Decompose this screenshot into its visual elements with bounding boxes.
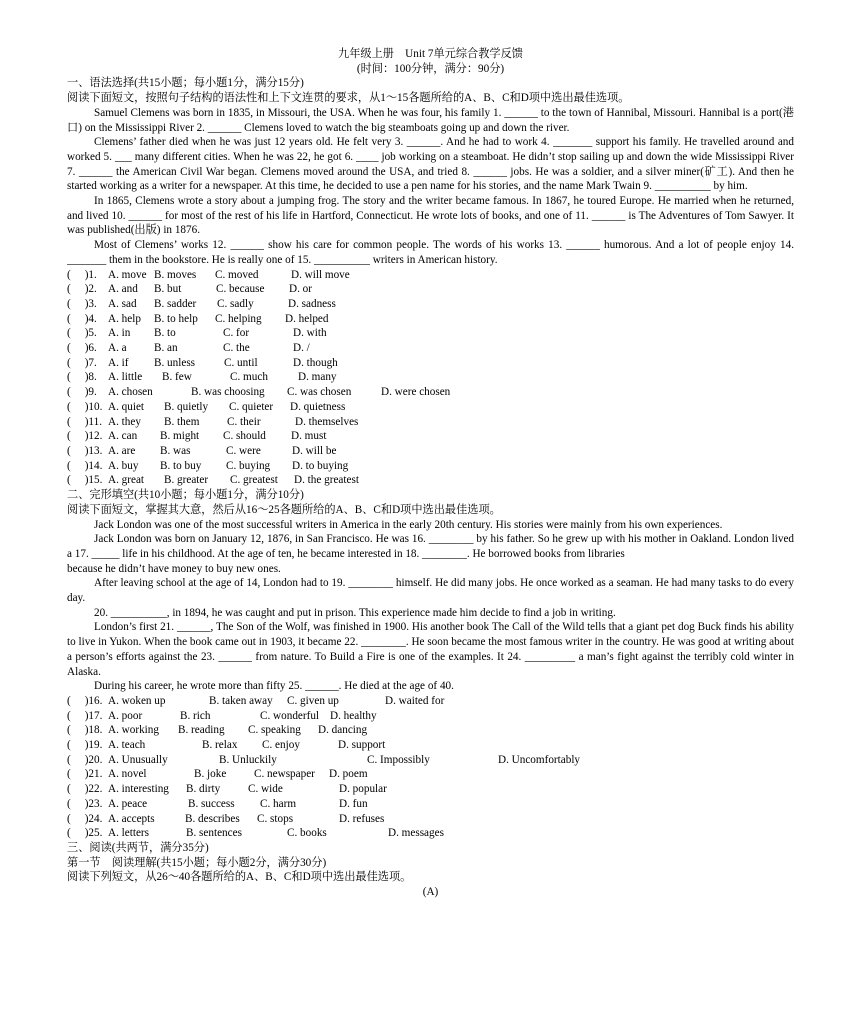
option-d: D. fun xyxy=(339,797,368,810)
question-number: ( )4. xyxy=(67,312,97,325)
option-row-24 xyxy=(67,812,794,827)
option-b: B. was xyxy=(160,444,191,457)
option-c: C. until xyxy=(224,356,258,369)
option-d: D. will be xyxy=(292,444,337,457)
option-a: A. and xyxy=(108,283,138,296)
option-c: C. harm xyxy=(260,797,297,810)
section2-instruction: 阅读下面短文，掌握其大意，然后从16～25各题所给的A、B、C和D项中选出最佳选项。 xyxy=(67,503,501,516)
option-c: C. for xyxy=(223,327,250,340)
question-number: ( )25. xyxy=(67,827,103,840)
option-b: B. joke xyxy=(194,768,227,781)
section2-paragraph-3: After leaving school at the age of 14, London had to 19. ________ himself. He did many jobs. He once worked as a seaman. He had many tasks to do every day. xyxy=(67,577,794,605)
question-number: ( )19. xyxy=(67,739,103,752)
option-row-8 xyxy=(67,370,794,385)
question-number: ( )23. xyxy=(67,797,103,810)
question-number: ( )1. xyxy=(67,268,97,281)
option-d: D. must xyxy=(291,430,327,443)
question-number: ( )15. xyxy=(67,474,103,487)
option-c: C. was chosen xyxy=(287,386,352,399)
option-d: D. were chosen xyxy=(381,386,451,399)
option-b: B. an xyxy=(154,342,178,355)
option-b: B. but xyxy=(154,283,182,296)
option-row-25 xyxy=(67,826,794,841)
option-d: D. the greatest xyxy=(294,474,359,487)
document-title: 九年级上册 Unit 7单元综合教学反馈 xyxy=(338,48,523,60)
option-row-19 xyxy=(67,738,794,753)
option-row-7 xyxy=(67,356,794,371)
option-a: A. woken up xyxy=(108,694,166,707)
option-d: D. will move xyxy=(291,268,350,281)
option-a: A. are xyxy=(108,444,136,457)
option-row-14 xyxy=(67,459,794,474)
option-a: A. working xyxy=(108,724,159,737)
option-d: D. helped xyxy=(285,312,329,325)
question-number: ( )5. xyxy=(67,327,97,340)
option-d: D. with xyxy=(293,327,327,340)
question-number: ( )6. xyxy=(67,342,97,355)
section1-paragraph-1: Samuel Clemens was born in 1835, in Missouri, the USA. When he was four, his family 1. ______ to the town of Hannibal, Missouri. Hannibal is a port(港口) on the Mississippi River 2. ______ Clemens loved to watch the big steamboats going up and down the river. xyxy=(67,106,794,134)
option-d: D. waited for xyxy=(385,694,445,707)
option-row-4 xyxy=(67,312,794,327)
option-c: C. much xyxy=(230,371,268,384)
question-number: ( )22. xyxy=(67,783,103,796)
section1-paragraph-2: Clemens’ father died when he was just 12 years old. He felt very 3. ______. And he had to work 4. _______ support his family. He travelled around and worked 5. ___ many different cities. When he was 22, he got 6. ____ job working on a steamboat. He didn’t stop sailing up and down the wide Mississippi River 7. ______ the American Civil War began. Clemens moved around the USA, and tried 8. ______ jobs. He was a soldier, and a silver miner(矿工). And then he started working as a writer for a newspaper. At this time, he decided to use a pen name for his stories, and the name Mark Twain 9. __________ by him. xyxy=(67,136,794,193)
question-number: ( )9. xyxy=(67,386,97,399)
section2-paragraph-1: Jack London was one of the most successful writers in America in the early 20th century. His stories were mainly from his own experiences. xyxy=(94,518,723,531)
question-number: ( )10. xyxy=(67,400,103,413)
option-row-17 xyxy=(67,709,794,724)
option-d: D. healthy xyxy=(330,709,377,722)
option-d: D. many xyxy=(298,371,337,384)
option-d: D. support xyxy=(338,739,386,752)
option-c: C. helping xyxy=(215,312,262,325)
option-a: A. can xyxy=(108,430,138,443)
option-row-2 xyxy=(67,282,794,297)
option-b: B. to buy xyxy=(160,459,202,472)
option-b: B. unless xyxy=(154,356,196,369)
section2-paragraph-6: During his career, he wrote more than fifty 25. ______. He died at the age of 40. xyxy=(94,680,454,693)
option-d: D. / xyxy=(293,342,310,355)
option-d: D. though xyxy=(293,356,338,369)
option-b: B. them xyxy=(164,415,200,428)
section2-paragraph-5: London’s first 21. ______, The Son of the Wolf, was finished in 1900. His another book The Call of the Wild tells that a giant pet dog Buck finds his ability to live in Yukon. When the book came out in 1903, it became 22. ________. He soon became the most famous writer in the country. He was good at writing about a person’s efforts against the 23. ______ from nature. To Build a Fire is one of the examples. It 24. _________ a man’s fight against the terribly cold winter in Alaska. xyxy=(67,621,794,678)
question-number: ( )13. xyxy=(67,444,103,457)
option-a: A. if xyxy=(108,356,129,369)
option-a: A. buy xyxy=(108,459,139,472)
option-b: B. quietly xyxy=(164,400,209,413)
option-a: A. letters xyxy=(108,827,150,840)
option-a: A. move xyxy=(108,268,147,281)
option-c: C. newspaper xyxy=(254,768,315,781)
option-a: A. great xyxy=(108,474,145,487)
option-c: C. the xyxy=(223,342,250,355)
option-d: D. sadness xyxy=(288,297,336,310)
option-row-9 xyxy=(67,385,794,400)
option-a: A. accepts xyxy=(108,812,155,825)
section3-heading: 三、阅读(共两节，满分35分) xyxy=(67,841,209,854)
option-row-12 xyxy=(67,429,794,444)
option-b: B. relax xyxy=(202,739,238,752)
option-a: A. little xyxy=(108,371,143,384)
option-b: B. moves xyxy=(154,268,197,281)
option-c: C. speaking xyxy=(248,724,301,737)
option-row-15 xyxy=(67,473,794,488)
option-c: C. moved xyxy=(215,268,259,281)
option-c: C. wonderful xyxy=(260,709,320,722)
option-c: C. Impossibly xyxy=(367,753,430,766)
option-row-10 xyxy=(67,400,794,415)
section1-heading: 一、语法选择(共15小题；每小题1分，满分15分) xyxy=(67,77,304,90)
option-row-1 xyxy=(67,268,794,283)
option-c: C. books xyxy=(287,827,327,840)
option-b: B. reading xyxy=(178,724,225,737)
section1-paragraph-3: In 1865, Clemens wrote a story about a jumping frog. The story and the writer became famous. In 1867, he toured Europe. He married when he returned, and lived 10. ______ for most of the rest of his life in Hartford, Connecticut. He wrote lots of books, and one of 11. ______ is The Adventures of Tom Sawyer. It was published(出版) in 1876. xyxy=(67,195,794,237)
option-row-3 xyxy=(67,297,794,312)
question-number: ( )2. xyxy=(67,283,97,296)
option-a: A. interesting xyxy=(108,783,169,796)
option-c: C. because xyxy=(216,283,265,296)
question-number: ( )20. xyxy=(67,753,103,766)
option-a: A. teach xyxy=(108,739,146,752)
option-b: B. greater xyxy=(164,474,209,487)
section2-paragraph-2: Jack London was born on January 12, 1876, in San Francisco. He was 16. ________ by his father. So he grew up with his mother in Oakland. London lived a 17. _____ life in his childhood. At the age of ten, he became interested in 18. ________. He borrowed books from libraries xyxy=(67,533,794,560)
option-a: A. chosen xyxy=(108,386,153,399)
option-d: D. or xyxy=(289,283,312,296)
option-a: A. Unusually xyxy=(108,753,168,766)
option-a: A. help xyxy=(108,312,141,325)
option-c: C. buying xyxy=(226,459,271,472)
option-b: B. to xyxy=(154,327,176,340)
option-row-5 xyxy=(67,326,794,341)
option-d: D. poem xyxy=(329,768,368,781)
option-b: B. success xyxy=(188,797,235,810)
document-page xyxy=(67,47,794,900)
option-c: C. given up xyxy=(287,694,339,707)
option-c: C. should xyxy=(223,430,266,443)
option-b: B. few xyxy=(162,371,192,384)
section2-paragraph-2-continued: because he didn’t have money to buy new ones. xyxy=(67,562,281,575)
option-d: D. to buying xyxy=(292,459,349,472)
passage-label: (A) xyxy=(422,886,439,899)
option-b: B. taken away xyxy=(209,694,273,707)
section2-heading: 二、完形填空(共10小题；每小题1分，满分10分) xyxy=(67,489,304,502)
option-b: B. rich xyxy=(180,709,211,722)
section1-instruction: 阅读下面短文，按照句子结构的语法性和上下文连贯的要求，从1～15各题所给的A、B、C和D项中选出最佳选项。 xyxy=(67,92,630,105)
option-a: A. in xyxy=(108,327,131,340)
question-number: ( )8. xyxy=(67,371,97,384)
option-c: C. greatest xyxy=(230,474,278,487)
option-d: D. dancing xyxy=(318,724,368,737)
option-a: A. poor xyxy=(108,709,143,722)
question-number: ( )21. xyxy=(67,768,103,781)
section2-options xyxy=(67,694,794,841)
question-number: ( )11. xyxy=(67,415,103,428)
option-a: A. peace xyxy=(108,797,148,810)
option-b: B. dirty xyxy=(186,783,221,796)
option-b: B. to help xyxy=(154,312,198,325)
question-number: ( )14. xyxy=(67,459,103,472)
option-b: B. sentences xyxy=(186,827,242,840)
section3-instruction: 阅读下列短文，从26～40各题所给的A、B、C和D项中选出最佳选项。 xyxy=(67,871,412,884)
option-a: A. quiet xyxy=(108,400,145,413)
question-number: ( )18. xyxy=(67,724,103,737)
option-row-6 xyxy=(67,341,794,356)
option-c: C. were xyxy=(226,444,261,457)
question-number: ( )24. xyxy=(67,812,103,825)
option-d: D. themselves xyxy=(295,415,359,428)
section1-options xyxy=(67,268,794,489)
option-c: C. their xyxy=(227,415,261,428)
option-b: B. might xyxy=(160,430,200,443)
option-b: B. sadder xyxy=(154,297,197,310)
option-a: A. sad xyxy=(108,297,137,310)
section1-paragraph-4: Most of Clemens’ works 12. ______ show his care for common people. The words of his works 13. ______ humorous. And a lot of people enjoy 14. _______ them in the bookstore. He is really one of 15. __________ writers in American history. xyxy=(67,239,794,266)
option-d: D. refuses xyxy=(339,812,385,825)
option-d: D. Uncomfortably xyxy=(498,753,581,766)
option-c: C. enjoy xyxy=(262,739,300,752)
option-row-21 xyxy=(67,767,794,782)
option-c: C. wide xyxy=(248,783,283,796)
option-row-13 xyxy=(67,444,794,459)
option-row-22 xyxy=(67,782,794,797)
option-d: D. quietness xyxy=(290,400,346,413)
option-c: C. quieter xyxy=(229,400,274,413)
option-row-18 xyxy=(67,723,794,738)
option-d: D. messages xyxy=(388,827,444,840)
option-row-11 xyxy=(67,415,794,430)
option-row-16 xyxy=(67,694,794,709)
question-number: ( )16. xyxy=(67,694,103,707)
question-number: ( )7. xyxy=(67,356,97,369)
option-d: D. popular xyxy=(339,783,387,796)
option-a: A. a xyxy=(108,342,127,355)
question-number: ( )12. xyxy=(67,430,103,443)
option-b: B. was choosing xyxy=(191,386,265,399)
option-row-23 xyxy=(67,797,794,812)
question-number: ( )3. xyxy=(67,297,97,310)
option-b: B. Unluckily xyxy=(219,753,277,766)
question-number: ( )17. xyxy=(67,709,103,722)
section3-subheading: 第一节 阅读理解(共15小题；每小题2分，满分30分) xyxy=(67,856,327,869)
option-c: C. sadly xyxy=(217,297,254,310)
option-c: C. stops xyxy=(257,812,294,825)
option-b: B. describes xyxy=(185,812,240,825)
option-a: A. novel xyxy=(108,768,147,781)
document-subtitle: (时间：100分钟，满分：90分) xyxy=(356,62,505,75)
section2-paragraph-4: 20. __________, in 1894, he was caught and put in prison. This experience made him decide to find a job in writing. xyxy=(94,606,616,619)
option-row-20 xyxy=(67,753,794,768)
option-a: A. they xyxy=(108,415,141,428)
